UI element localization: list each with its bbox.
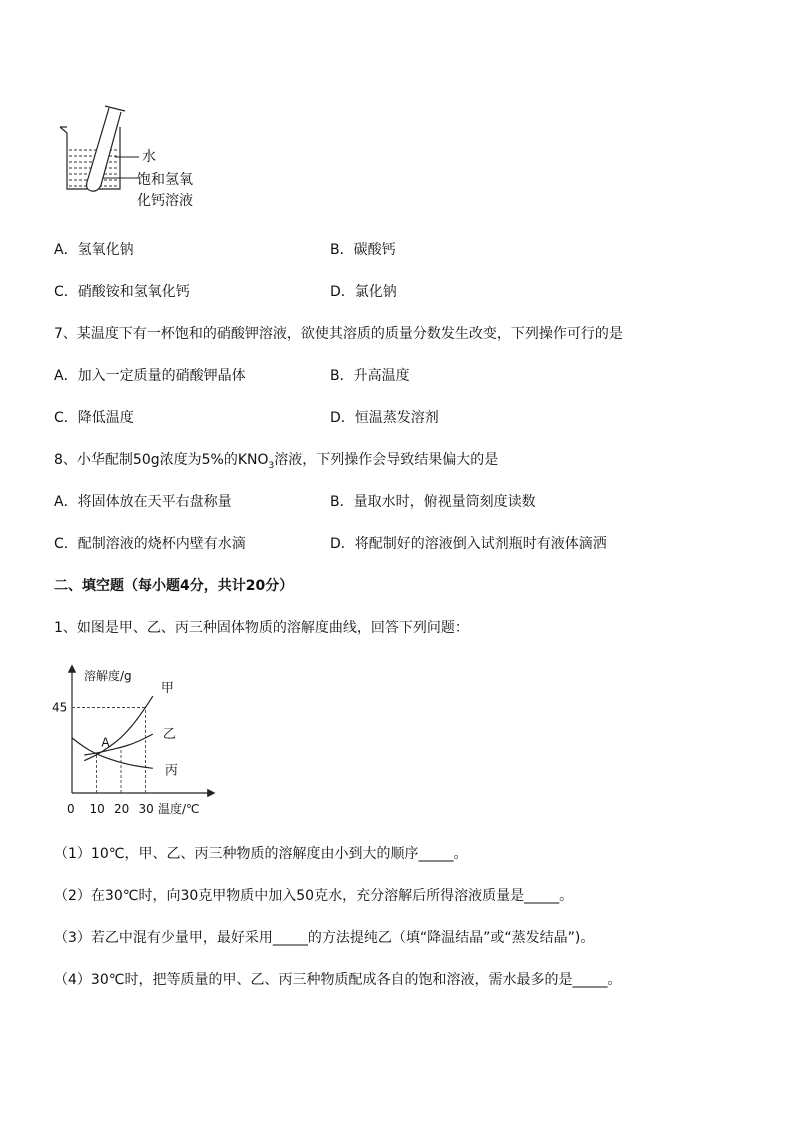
q6-option-a[interactable]: A．氢氧化钠: [54, 242, 134, 258]
series-line-0: [84, 696, 153, 761]
series-line-2: [72, 738, 153, 768]
q8-stem: 8、小华配制50g浓度为5%的$KNO_3$溶液，下列操作会导致结果偏大的是: [54, 452, 499, 471]
q8-option-c[interactable]: C．配制溶液的烧杯内壁有水滴: [54, 536, 246, 552]
y-axis-label: 溶解度/g: [84, 669, 132, 683]
q6-option-c[interactable]: C．硝酸铵和氢氧化钙: [54, 284, 190, 300]
q8-option-a[interactable]: A．将固体放在天平右盘称量: [54, 494, 232, 510]
solubility-chart: [50, 660, 220, 820]
y-tick-label: 45: [52, 700, 68, 715]
q8-option-b[interactable]: B．量取水时，俯视量筒刻度读数: [330, 494, 536, 510]
series-line-1: [84, 734, 153, 755]
q7-option-c[interactable]: C．降低温度: [54, 410, 134, 426]
fill1-stem: 1、如图是甲、乙、丙三种固体物质的溶解度曲线，回答下列问题：: [54, 620, 469, 636]
q6-option-b[interactable]: B．碳酸钙: [330, 242, 396, 258]
x-tick-label-3: 30: [138, 802, 154, 816]
fill1-sub4: （4）30℃时，把等质量的甲、乙、丙三种物质配成各自的饱和溶液，需水最多的是_____。: [54, 972, 622, 988]
fill1-sub1: （1）10℃，甲、乙、丙三种物质的溶解度由小到大的顺序_____。: [54, 846, 468, 862]
label-solution-2: 化钙溶液: [137, 193, 193, 209]
fill1-sub2: （2）在30℃时，向30克甲物质中加入50克水，充分溶解后所得溶液质量是_____。: [54, 888, 574, 904]
series-label-1: 乙: [162, 727, 176, 743]
x-axis-label: 温度/℃: [158, 802, 200, 816]
section-2-title: 二、填空题（每小题4分，共计20分）: [54, 578, 294, 594]
x-tick-label-0: 0: [67, 802, 75, 816]
q6-option-d[interactable]: D．氯化钠: [330, 284, 397, 300]
q8-option-d[interactable]: D．将配制好的溶液倒入试剂瓶时有液体滴洒: [330, 536, 607, 552]
label-water: 水: [142, 149, 156, 165]
q7-option-d[interactable]: D．恒温蒸发溶剂: [330, 410, 439, 426]
q7-stem: 7、某温度下有一杯饱和的硝酸钾溶液，欲使其溶质的质量分数发生改变，下列操作可行的是: [54, 326, 623, 342]
fill1-sub3: （3）若乙中混有少量甲，最好采用_____的方法提纯乙（填“降温结晶”或“蒸发结晶”)。: [54, 930, 595, 946]
point-label-a: A: [101, 735, 110, 750]
series-label-2: 丙: [164, 763, 178, 779]
series-label-0: 甲: [160, 681, 174, 697]
label-solution-1: 饱和氢氧: [137, 172, 193, 188]
q7-option-a[interactable]: A．加入一定质量的硝酸钾晶体: [54, 368, 246, 384]
x-tick-label-1: 10: [89, 802, 105, 816]
x-tick-label-2: 20: [114, 802, 130, 816]
q7-option-b[interactable]: B．升高温度: [330, 368, 410, 384]
